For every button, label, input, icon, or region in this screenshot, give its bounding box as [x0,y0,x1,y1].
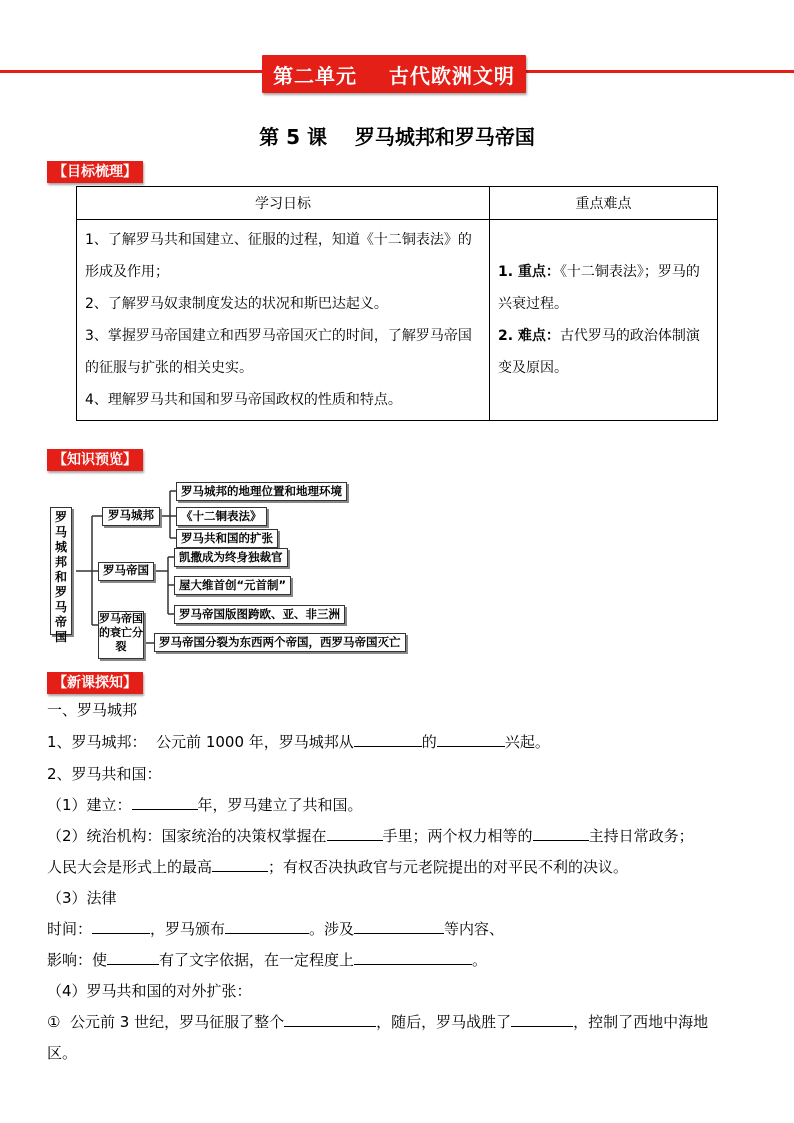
text: 年，罗马建立了共和国。 [197,796,363,814]
key-points-header: 重点难点 [490,187,718,220]
unit-title: 第二单元 古代欧洲文明 [273,63,515,88]
text: （2）统治机构：国家统治的决策权掌握在 [47,827,327,845]
item-2-4: （4）罗马共和国的对外扩张： [47,982,252,1000]
text: ，罗马颁布 [150,920,226,938]
text: 有了文字依据，在一定程度上 [159,951,355,969]
expansion-1 [47,1011,708,1032]
text: 兴起。 [504,733,550,751]
key-points-cell [490,220,718,421]
leaf-twelve-tables: 《十二铜表法》 [176,507,267,526]
text: 的 [421,733,437,751]
tag-explore: 【新课探知】 [47,672,143,694]
fill-blank[interactable] [225,919,309,934]
text: 主持日常政务； [588,827,694,845]
unit-banner [262,55,526,93]
mindmap-root: 罗马城邦和罗马帝国 [50,507,72,635]
lesson-title: 第 5 课 罗马城邦和罗马帝国 [259,125,535,149]
difficult-point [498,320,709,384]
text: ；有权否决执政官与元老院提出的对平民不利的决议。 [268,858,629,876]
fill-blank[interactable] [354,950,472,965]
text: ① 公元前 3 世纪，罗马征服了整个 [47,1013,285,1031]
leaf-territory: 罗马帝国版图跨欧、亚、非三洲 [174,605,345,624]
fill-blank[interactable] [327,826,383,841]
goals-table [76,186,718,421]
fill-blank[interactable] [437,732,505,747]
goals-cell [77,220,490,421]
item-2-2 [47,825,694,846]
difficult-text: 古代罗马的政治体制演变及原因。 [498,328,700,376]
item-2: 2、罗马共和国： [47,765,162,783]
fill-blank[interactable] [107,950,159,965]
text: ，随后，罗马战胜了 [376,1013,512,1031]
branch-city-state: 罗马城邦 [102,507,160,526]
item-2-1 [47,794,363,815]
text: ，控制了西地中海地 [573,1013,709,1031]
expansion-1-cont: 区。 [47,1044,78,1062]
leaf-caesar: 凯撒成为终身独裁官 [174,548,288,567]
goal-item: 1、了解罗马共和国建立、征服的过程，知道《十二铜表法》的形成及作用； [85,232,472,280]
key-text: 《十二铜表法》；罗马的兴衰过程。 [498,264,700,312]
text: 等内容、 [444,920,505,938]
goals-header: 学习日标 [77,187,490,220]
goal-item: 3、掌握罗马帝国建立和西罗马帝国灭亡的时间，了解罗马帝国的征服与扩张的相关史实。 [85,328,472,376]
leaf-division: 罗马帝国分裂为东西两个帝国，西罗马帝国灭亡 [154,633,406,652]
fill-blank[interactable] [132,795,198,810]
difficult-label: 2. 难点： [498,328,560,344]
leaf-geography: 罗马城邦的地理位置和地理环境 [176,482,347,501]
goal-item: 4、理解罗马共和国和罗马帝国政权的性质和特点。 [85,392,402,408]
fill-blank[interactable] [354,732,422,747]
section-heading: 一、罗马城邦 [47,701,138,719]
leaf-augustus: 屋大维首创“元首制” [174,576,291,595]
tag-goals: 【目标梳理】 [47,161,143,183]
branch-empire: 罗马帝国 [98,562,154,581]
item-2-2-cont [47,856,628,877]
key-point [498,256,709,320]
text: 1、罗马城邦： 公元前 1000 年，罗马城邦从 [47,733,354,751]
fill-blank[interactable] [533,826,589,841]
law-effect [47,949,487,970]
fill-blank[interactable] [212,857,268,872]
fill-blank[interactable] [354,919,444,934]
fill-blank[interactable] [284,1012,376,1027]
text: 手里；两个权力相等的 [382,827,533,845]
leaf-republic-expansion: 罗马共和国的扩张 [176,529,278,548]
item-1 [47,731,550,752]
fill-blank[interactable] [511,1012,573,1027]
goal-item: 2、了解罗马奴隶制度发达的状况和斯巴达起义。 [85,296,388,312]
item-2-3: （3）法律 [47,889,117,907]
tag-preview: 【知识预览】 [47,449,143,471]
text: 。涉及 [309,920,355,938]
text: 人民大会是形式上的最高 [47,858,213,876]
text: 影响：使 [47,951,108,969]
key-label: 1. 重点： [498,264,560,280]
text: 时间： [47,920,93,938]
knowledge-mindmap [46,477,420,657]
text: （1）建立： [47,796,132,814]
fill-blank[interactable] [92,919,150,934]
branch-decline: 罗马帝国的衰亡分裂 [98,611,144,659]
law-time [47,918,504,939]
text: 。 [472,951,488,969]
